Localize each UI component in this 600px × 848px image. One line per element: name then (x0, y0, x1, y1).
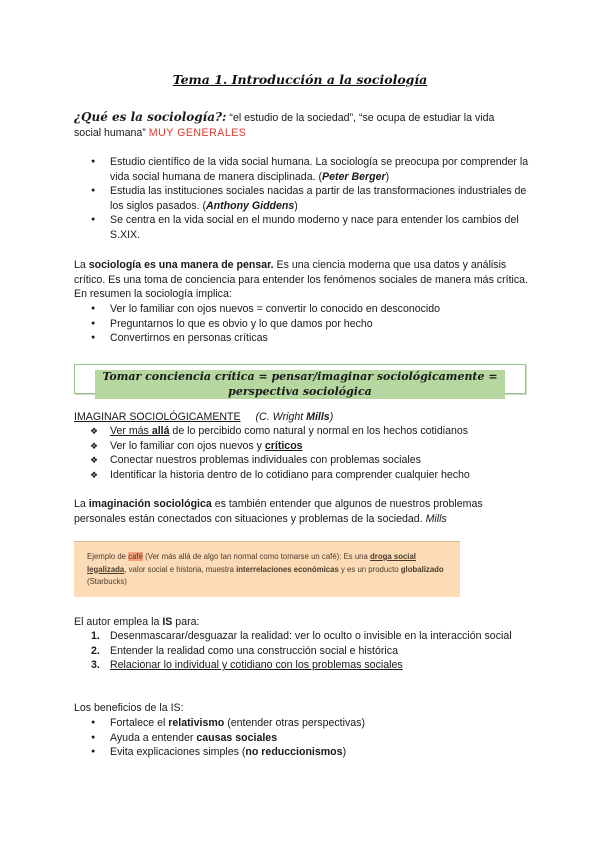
list-item: ❖ Ver lo familiar con ojos nuevos y críticos (74, 439, 529, 454)
example-box: Ejemplo de café (Ver más allá de algo tan normal como tomarse un café): Es una droga social legalizada, valor social e historia, muestra interrelaciones económicas y es un producto globalizado (Starbucks) (74, 541, 460, 597)
beneficios-heading: Los beneficios de la IS: (74, 702, 184, 714)
author-name: Mills (425, 512, 447, 525)
autor-paragraph: El autor emplea la IS para: (74, 616, 200, 628)
definitions-list (74, 155, 529, 243)
list-item: ❖ Ver más allá de lo percibido como natural y normal en los hechos cotidianos (74, 424, 529, 439)
list-item: ● Estudio científico de la vida social humana. La sociología se preocupa por comprender la vida social humana de manera disciplinada. (Peter Berger) (74, 155, 529, 184)
manera-list (74, 302, 529, 346)
list-item: 2. Entender la realidad como una construcción social e histórica (91, 644, 398, 657)
intro-quote: “el estudio de la sociedad”, “se ocupa de estudiar la vida social humana” (74, 112, 495, 139)
intro-note: MUY GENERALES (148, 126, 247, 139)
highlight-box (74, 364, 526, 398)
list-item: ● Ver lo familiar con ojos nuevos = convertir lo conocido en desconocido (74, 302, 529, 317)
manera-paragraph: La sociología es una manera de pensar. Es una ciencia moderna que usa datos y análisis crítico. Es una toma de conciencia para entender los fenómenos sociales de manera más crítica. En resumen la sociología implica: (74, 259, 529, 301)
imaginar-heading: IMAGINAR SOCIOLÓGICAMENTE (C. Wright Mills) (74, 411, 334, 423)
question-heading: ¿Qué es la sociología?: (74, 110, 227, 124)
author-name: Anthony Giddens (205, 199, 295, 212)
author-name: Peter Berger (322, 170, 386, 183)
intro-paragraph (74, 110, 514, 140)
beneficios-list (74, 716, 529, 760)
manera-bold: sociología es una manera de pensar. (88, 259, 274, 271)
autor-list (74, 629, 514, 673)
list-item: ❖ Conectar nuestros problemas individuales con problemas sociales (74, 453, 529, 468)
list-item: ● Evita explicaciones simples (no reduccionismos) (74, 745, 529, 760)
list-item: 3. Relacionar lo individual y cotidiano con los problemas sociales (91, 659, 403, 672)
imaginar-list (74, 424, 529, 482)
list-item: ● Fortalece el relativismo (entender otras perspectivas) (74, 716, 529, 731)
list-item: ● Se centra en la vida social en el mundo moderno y nace para entender los cambios del S.XIX. (74, 213, 529, 242)
list-item: 1. Desenmascarar/desguazar la realidad: ver lo oculto o invisible en la interacción social (91, 630, 512, 642)
list-item: ❖ Identificar la historia dentro de lo cotidiano para comprender cualquier hecho (74, 468, 529, 483)
highlight-text: Tomar conciencia crítica = pensar/imaginar sociológicamente = perspectiva sociológica (95, 370, 505, 399)
list-item: ● Convertirnos en personas críticas (74, 331, 529, 346)
page-title: Tema 1. Introducción a la sociología (172, 72, 428, 87)
example-highlight: café (128, 552, 143, 561)
imaginacion-paragraph: La imaginación sociológica es también entender que algunos de nuestros problemas personales están conectados con situaciones y problemas de la sociedad. Mills (74, 498, 483, 525)
list-item: ● Ayuda a entender causas sociales (74, 731, 529, 746)
list-item: ● Estudia las instituciones sociales nacidas a partir de las transformaciones industriales de los siglos pasados. (Anthony Giddens) (74, 184, 529, 213)
list-item: ● Preguntarnos lo que es obvio y lo que damos por hecho (74, 317, 529, 332)
